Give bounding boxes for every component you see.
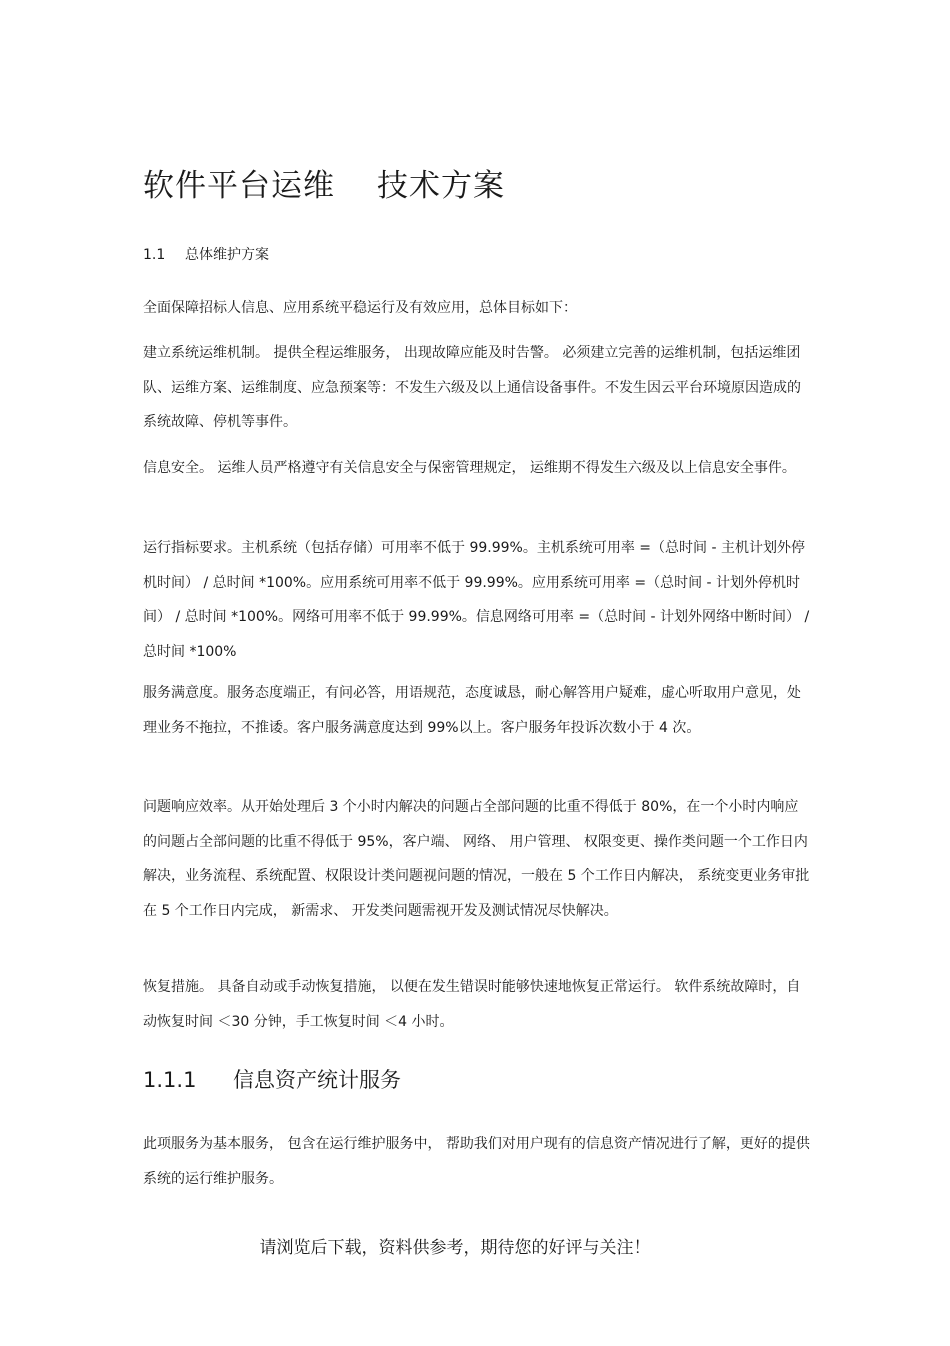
paragraph-response: 问题响应效率。从开始处理后 3 个小时内解决的问题占全部问题的比重不得低于 80%，在一个小时内响应的问题占全部问题的比重不得低于 95%，客户端、 网络、 用户管理、 权限变更、操作类问题一个工作日内解决，业务流程、系统配置、权限设计类问题视问题的情况，一般在 5 个工作日内解决， 系统变更业务审批在 5 个工作日内完成， 新需求、 开发类问题需视开发及测试情况尽快解决。 [143, 799, 810, 919]
paragraph-availability: 运行指标要求。主机系统（包括存储）可用率不低于 99.99%。主机系统可用率 =（总时间 - 主机计划外停机时间） / 总时间 *100%。应用系统可用率不低于 99.99%。应用系统可用率 =（总时间 - 计划外停机时间） / 总时间 *100%。网络可用率不低于 99.99%。信息网络可用率 =（总时间 - 计划外网络中断时间） / 总时间 *100% [143, 540, 810, 660]
paragraph-satisfaction: 服务满意度。服务态度端正，有问必答，用语规范，态度诚恳，耐心解答用户疑难，虚心听取用户意见，处理业务不拖拉，不推诿。客户服务满意度达到 99%以上。客户服务年投诉次数小于 4 次。 [143, 685, 801, 736]
subsection-heading [143, 1063, 401, 1097]
intro-paragraph: 全面保障招标人信息、应用系统平稳运行及有效应用，总体目标如下： [143, 300, 577, 316]
footer-note: 请浏览后下载，资料供参考，期待您的好评与关注！ [259, 1238, 651, 1258]
section-title: 总体维护方案 [185, 247, 269, 263]
paragraph-ops-mechanism: 建立系统运维机制。 提供全程运维服务， 出现故障应能及时告警。 必须建立完善的运维机制，包括运维团队、运维方案、运维制度、应急预案等：不发生六级及以上通信设备事件。不发生因云平台环境原因造成的系统故障、停机等事件。 [143, 345, 801, 430]
subsection-paragraph: 此项服务为基本服务， 包含在运行维护服务中， 帮助我们对用户现有的信息资产情况进行了解，更好的提供系统的运行维护服务。 [143, 1136, 810, 1187]
subsection-number: 1.1.1 [143, 1068, 197, 1092]
section-number: 1.1 [143, 247, 166, 263]
section-heading [143, 244, 269, 266]
subsection-title: 信息资产统计服务 [233, 1068, 401, 1092]
document-title [143, 164, 505, 208]
paragraph-recovery: 恢复措施。 具备自动或手动恢复措施， 以便在发生错误时能够快速地恢复正常运行。 软件系统故障时，自动恢复时间 ＜30 分钟，手工恢复时间 ＜4 小时。 [143, 979, 801, 1030]
title-part-2: 技术方案 [377, 168, 505, 204]
paragraph-info-security: 信息安全。 运维人员严格遵守有关信息安全与保密管理规定， 运维期不得发生六级及以上信息安全事件。 [143, 460, 796, 476]
title-part-1: 软件平台运维 [143, 168, 335, 204]
